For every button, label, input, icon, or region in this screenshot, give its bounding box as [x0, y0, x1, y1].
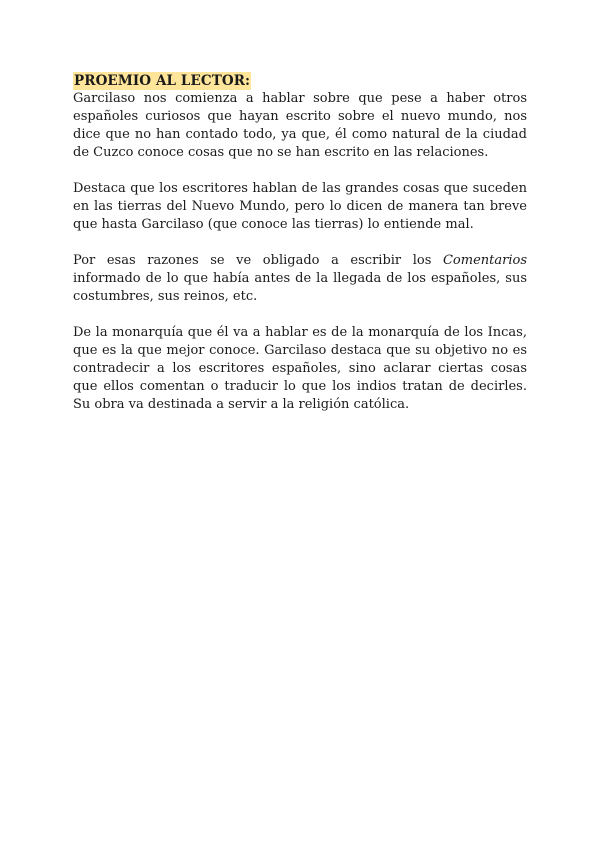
paragraph-3: [73, 252, 527, 306]
document-body: [73, 72, 527, 432]
paragraph-1: Garcilaso nos comienza a hablar sobre que pese a haber otros españoles curiosos que hayan escrito sobre el nuevo mundo, nos dice que no han contado todo, ya que, él como natural de la ciudad de Cuzco conoce cosas que no se han escrito en las relaciones.: [73, 91, 527, 160]
paragraph-4: De la monarquía que él va a hablar es de la monarquía de los Incas, que es la que mejor conoce. Garcilaso destaca que su objetivo no es contradecir a los escritores españoles, sino aclarar ciertas cosas que ellos comentan o traducir lo que los indios tratan de decirles. Su obra va destinada a servir a la religión católica.: [73, 325, 527, 412]
paragraph-3-text-before: Por esas razones se ve obligado a escribir los: [73, 253, 443, 268]
section-title: PROEMIO AL LECTOR:: [74, 73, 251, 89]
heading-line: [73, 72, 527, 90]
italic-work-title: Comentarios: [442, 253, 527, 268]
paragraph-3-text-after: informado de lo que había antes de la llegada de los españoles, sus costumbres, sus reinos, etc.: [73, 271, 527, 304]
paragraph-2: Destaca que los escritores hablan de las grandes cosas que suceden en las tierras del Nuevo Mundo, pero lo dicen de manera tan breve que hasta Garcilaso (que conoce las tierras) lo entiende mal.: [73, 181, 527, 232]
